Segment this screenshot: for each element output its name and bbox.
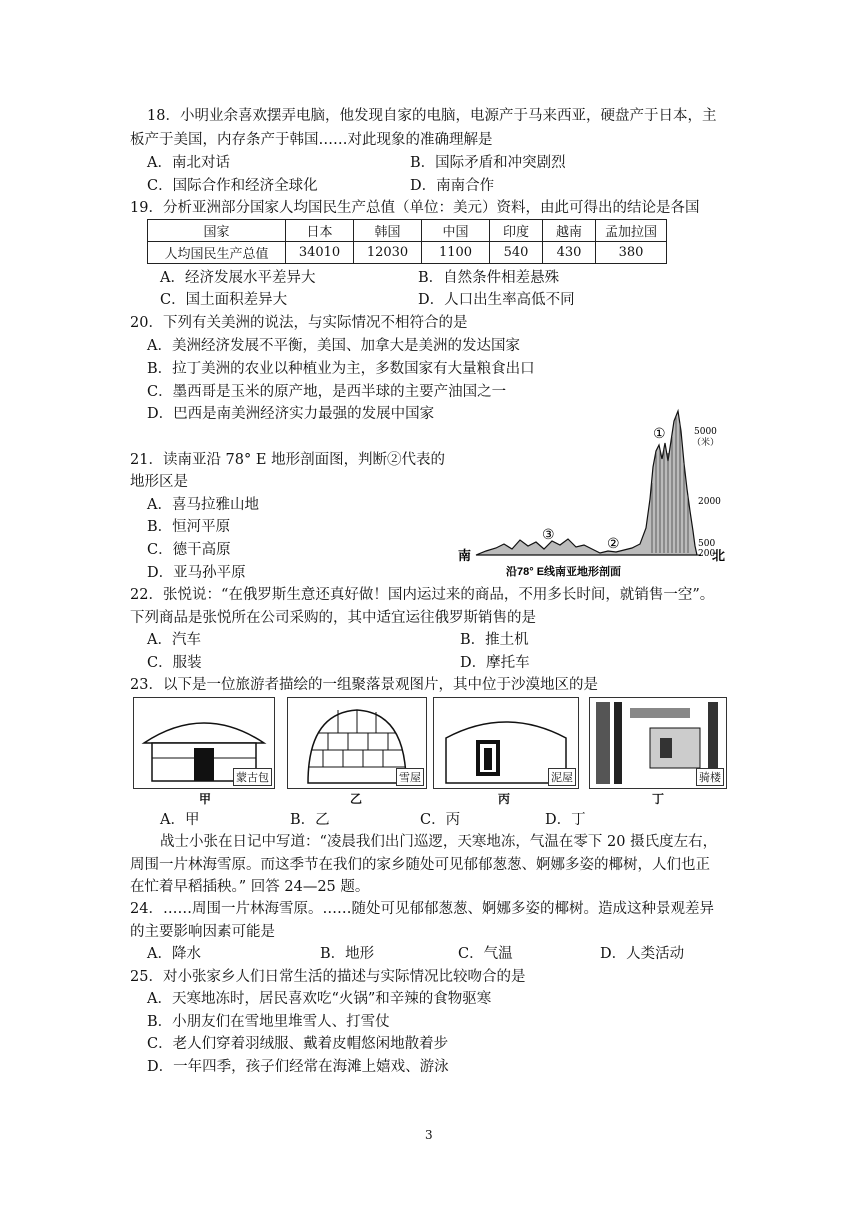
q18-stem-line2: 板产于美国，内存条产于韩国……对此现象的准确理解是 [130, 132, 493, 148]
table-cell: 中国 [422, 220, 490, 242]
picture-yi-igloo [287, 697, 427, 789]
q22-option-c[interactable]: C．服装 [147, 655, 202, 671]
q25-option-c[interactable]: C．老人们穿着羽绒服、戴着皮帽悠闲地散着步 [147, 1036, 449, 1052]
picture-caption-bing: 丙 [498, 792, 511, 806]
table-cell: 人均国民生产总值 [148, 242, 286, 264]
q25-option-a[interactable]: A．天寒地冻时，居民喜欢吃“火锅”和辛辣的食物驱寒 [147, 991, 492, 1007]
table-cell: 1100 [422, 242, 490, 264]
q23-option-a[interactable]: A．甲 [160, 812, 200, 828]
q22-option-d[interactable]: D．摩托车 [460, 655, 530, 671]
q22-option-b[interactable]: B．推土机 [460, 632, 529, 648]
q18-stem-line1: 18．小明业余喜欢摆弄电脑，他发现自家的电脑，电源产于马来西亚，硬盘产于日本，主 [147, 108, 717, 124]
table-cell: 越南 [543, 220, 596, 242]
page-number: 3 [425, 1128, 433, 1142]
marker-2: ② [607, 536, 620, 552]
q21-option-d[interactable]: D．亚马孙平原 [147, 565, 246, 581]
table-cell: 韩国 [354, 220, 422, 242]
q20-stem: 20．下列有关美洲的说法，与实际情况不相符合的是 [130, 315, 468, 331]
table-cell: 540 [490, 242, 543, 264]
q21-stem-line2: 地形区是 [130, 474, 188, 490]
q21-option-a[interactable]: A．喜马拉雅山地 [147, 497, 259, 513]
picture-tag: 蒙古包 [233, 768, 272, 786]
q23-option-b[interactable]: B．乙 [290, 812, 330, 828]
picture-ding-arcade [589, 697, 727, 789]
q22-stem-line2: 下列商品是张悦所在公司采购的，其中适宜运往俄罗斯销售的是 [130, 610, 536, 626]
q20-option-b[interactable]: B．拉丁美洲的农业以种植业为主，多数国家有大量粮食出口 [147, 361, 535, 377]
table-cell: 12030 [354, 242, 422, 264]
q24-option-d[interactable]: D．人类活动 [600, 946, 685, 962]
q23-option-d[interactable]: D．丁 [545, 812, 586, 828]
q19-option-d[interactable]: D．人口出生率高低不同 [418, 292, 575, 308]
picture-tag: 雪屋 [396, 768, 424, 786]
gdp-table-header-row [148, 220, 667, 242]
q23-option-c[interactable]: C．丙 [420, 812, 461, 828]
q25-option-d[interactable]: D．一年四季，孩子们经常在海滩上嬉戏、游泳 [147, 1059, 449, 1075]
q24-stem-line1: 24．……周围一片林海雪原。……随处可见郁郁葱葱、婀娜多姿的椰树。造成这种景观差异 [130, 901, 714, 917]
passage-line2: 周围一片林海雪原。而这季节在我们的家乡随处可见郁郁葱葱、婀娜多姿的椰树，人们也正 [130, 857, 710, 873]
q24-option-a[interactable]: A．降水 [147, 946, 201, 962]
q19-option-c[interactable]: C．国土面积差异大 [160, 292, 288, 308]
q20-option-a[interactable]: A．美洲经济发展不平衡，美国、加拿大是美洲的发达国家 [147, 338, 520, 354]
terrain-profile-figure [456, 403, 726, 580]
table-cell: 印度 [490, 220, 543, 242]
q20-option-c[interactable]: C．墨西哥是玉米的原产地，是西半球的主要产油国之一 [147, 384, 507, 400]
axis-500-label: 500 [698, 539, 716, 549]
q18-option-c[interactable]: C．国际合作和经济全球化 [147, 178, 318, 194]
picture-caption-yi: 乙 [350, 792, 363, 806]
gdp-table [147, 219, 667, 264]
axis-unit-label: （米） [692, 438, 720, 448]
q19-option-a[interactable]: A．经济发展水平差异大 [160, 270, 316, 286]
table-cell: 34010 [286, 242, 354, 264]
picture-tag: 泥屋 [548, 768, 576, 786]
axis-5000-label: 5000 [694, 427, 717, 437]
q24-option-c[interactable]: C．气温 [458, 946, 513, 962]
picture-jia-yurt [133, 697, 275, 789]
table-cell: 430 [543, 242, 596, 264]
passage-line3: 在忙着早稻插秧。” 回答 24—25 题。 [130, 879, 370, 895]
q18-option-a[interactable]: A．南北对话 [147, 155, 230, 171]
q25-stem: 25．对小张家乡人们日常生活的描述与实际情况比较吻合的是 [130, 969, 526, 985]
picture-caption-ding: 丁 [652, 792, 665, 806]
table-cell: 孟加拉国 [596, 220, 667, 242]
q18-option-b[interactable]: B．国际矛盾和冲突剧烈 [410, 155, 566, 171]
picture-bing-mud-house [433, 697, 579, 789]
q25-option-b[interactable]: B．小朋友们在雪地里堆雪人、打雪仗 [147, 1014, 390, 1030]
marker-1: ① [653, 426, 666, 442]
south-label: 南 [458, 549, 472, 564]
q19-stem: 19．分析亚洲部分国家人均国民生产总值（单位：美元）资料，由此可得出的结论是各国 [130, 200, 700, 216]
q24-stem-line2: 的主要影响因素可能是 [130, 924, 275, 940]
axis-2000-label: 2000 [698, 497, 721, 507]
q22-option-a[interactable]: A．汽车 [147, 632, 201, 648]
q21-option-c[interactable]: C．德干高原 [147, 542, 231, 558]
q20-option-d[interactable]: D．巴西是南美洲经济实力最强的发展中国家 [147, 406, 435, 422]
north-label: 北 [712, 549, 726, 564]
table-cell: 380 [596, 242, 667, 264]
table-cell: 日本 [286, 220, 354, 242]
picture-caption-jia: 甲 [199, 792, 212, 806]
q19-option-b[interactable]: B．自然条件相差悬殊 [418, 270, 560, 286]
q22-stem-line1: 22．张悦说：“在俄罗斯生意还真好做！国内运过来的商品，不用多长时间，就销售一空”。 [130, 587, 715, 603]
marker-3: ③ [542, 527, 555, 543]
picture-tag: 骑楼 [696, 768, 724, 786]
q21-stem-line1: 21．读南亚沿 78° E 地形剖面图，判断②代表的 [130, 452, 446, 468]
q18-option-d[interactable]: D．南南合作 [410, 178, 495, 194]
passage-line1: 战士小张在日记中写道：“凌晨我们出门巡逻，天寒地冻，气温在零下 20 摄氏度左右， [160, 834, 718, 850]
q24-option-b[interactable]: B．地形 [320, 946, 375, 962]
axis-200-label: 200 [698, 549, 716, 559]
figure-caption: 沿78° E线南亚地形剖面 [506, 566, 622, 578]
q23-stem: 23．以下是一位旅游者描绘的一组聚落景观图片，其中位于沙漠地区的是 [130, 677, 598, 693]
gdp-table-data-row [148, 242, 667, 264]
q21-option-b[interactable]: B．恒河平原 [147, 519, 231, 535]
table-cell: 国家 [148, 220, 286, 242]
